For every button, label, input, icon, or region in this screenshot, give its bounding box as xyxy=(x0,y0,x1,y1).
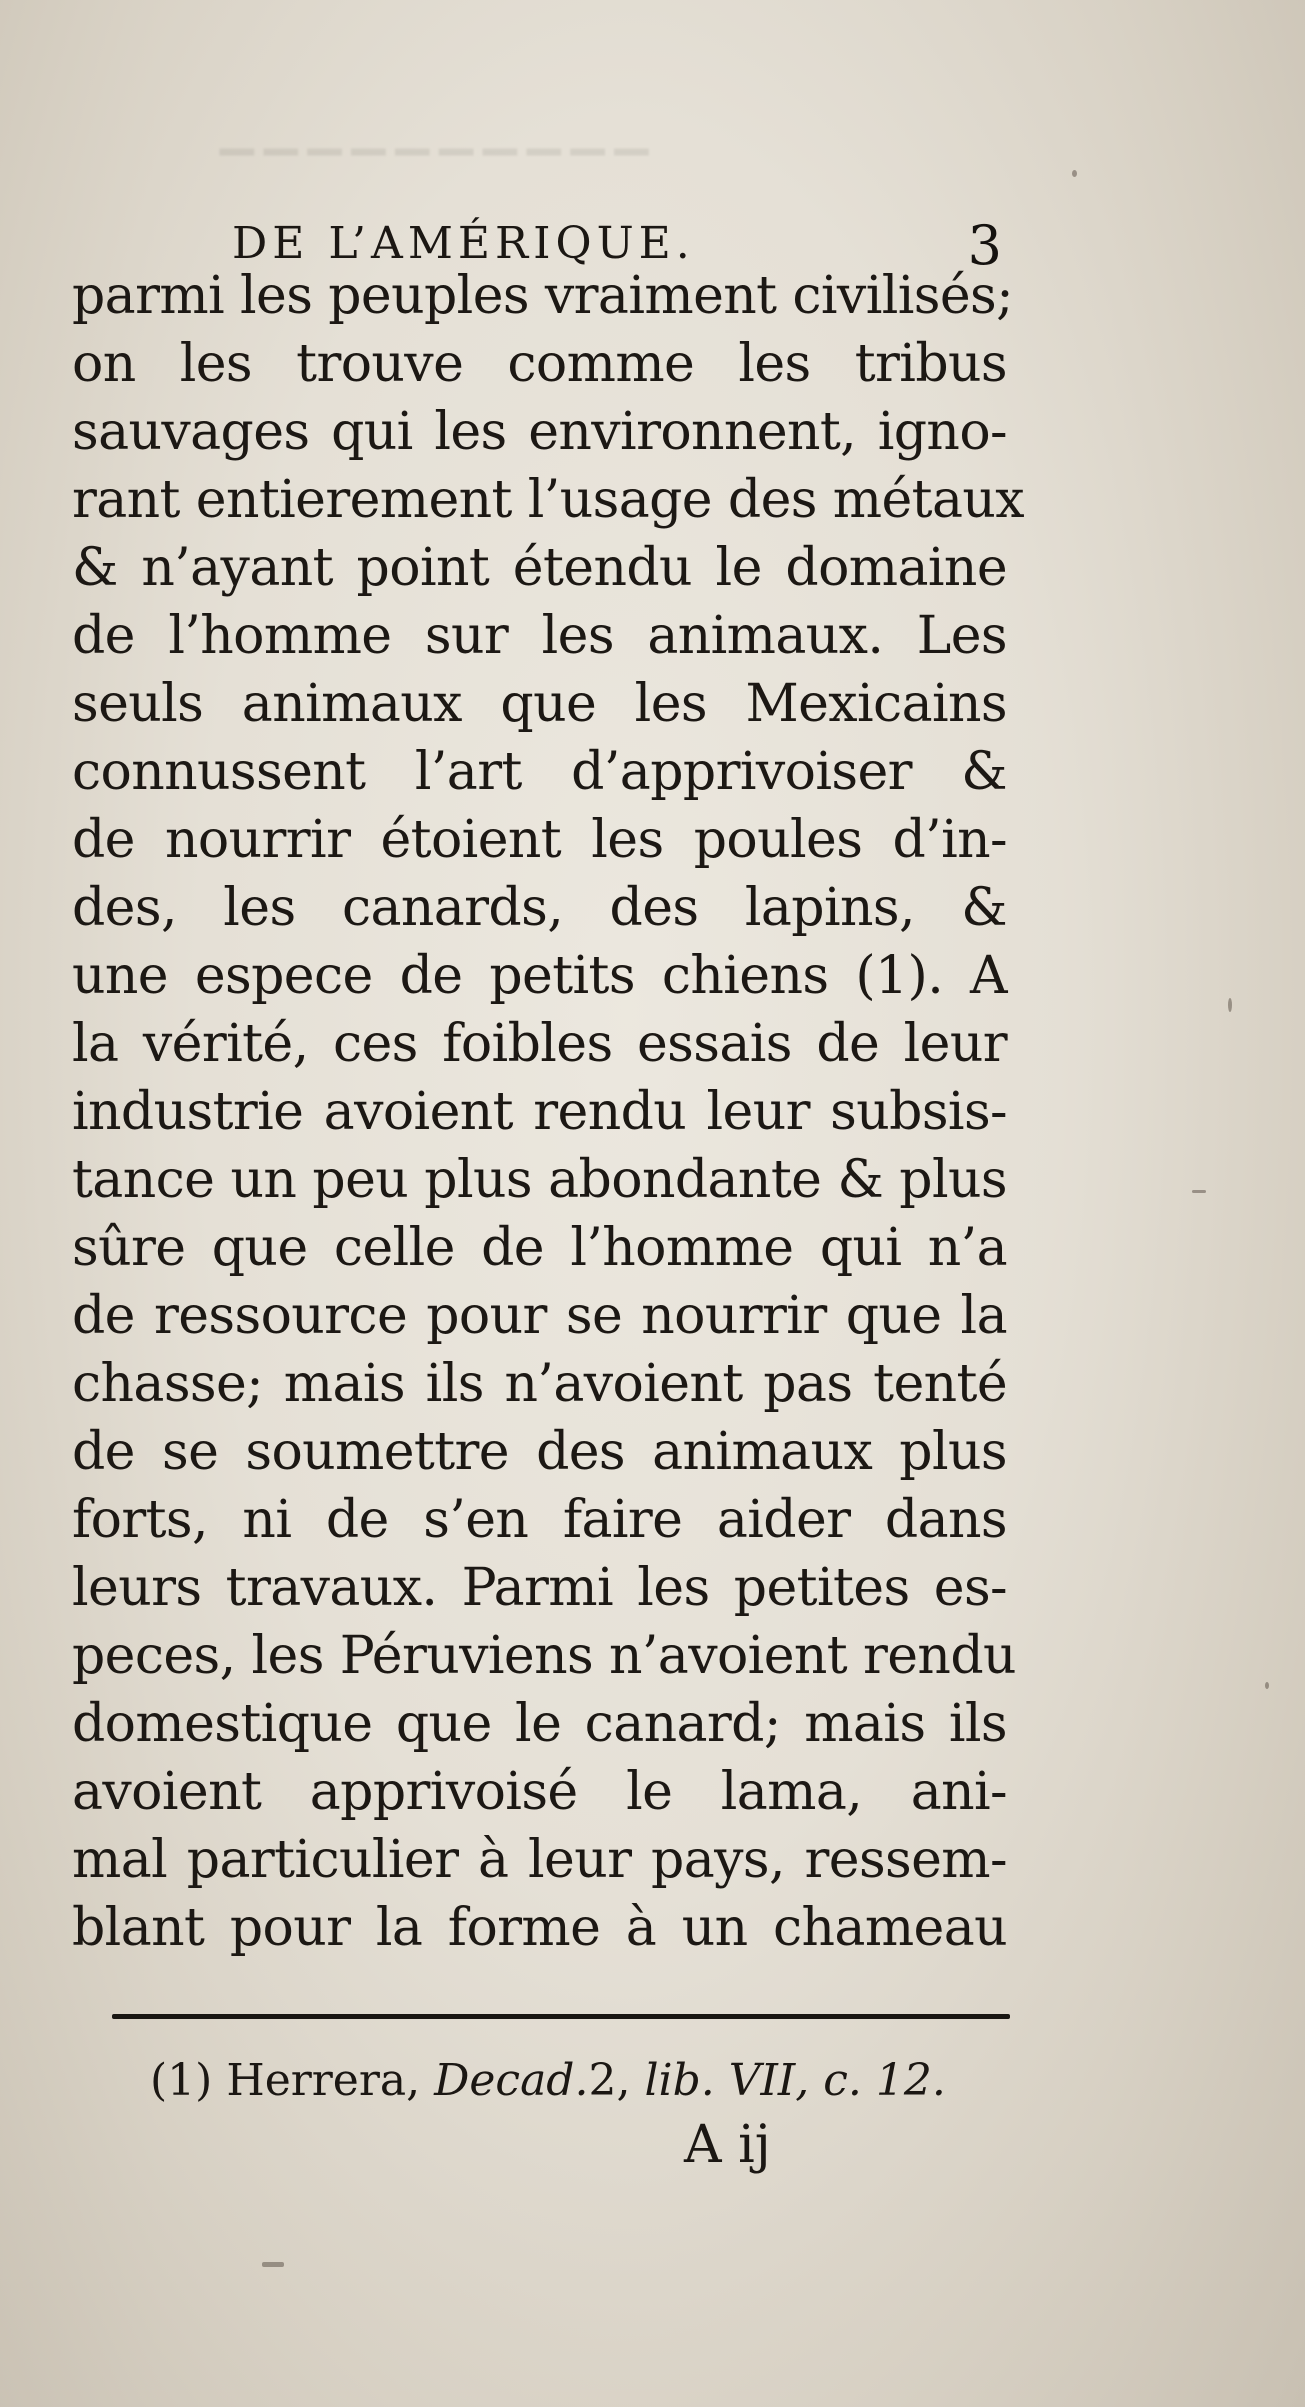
paper-speck xyxy=(1072,170,1077,177)
text-line: rant entierement l’usage des métaux xyxy=(72,470,1024,530)
text-line: peces, les Péruviens n’avoient rendu xyxy=(72,1626,1016,1686)
paper-speck xyxy=(262,2262,284,2267)
text-line: de ressource pour se nourrir que la xyxy=(72,1286,1007,1346)
text-line: chasse; mais ils n’avoient pas tenté xyxy=(72,1354,1007,1414)
paper-speck xyxy=(1228,998,1232,1012)
text-line: on les trouve comme les tribus xyxy=(72,334,1007,394)
text-line: sauvages qui les environnent, igno- xyxy=(72,402,1007,462)
body-text xyxy=(72,262,1024,1962)
footnote-reference: lib. VII, c. 12. xyxy=(644,2055,946,2106)
text-line: tance un peu plus abondante & plus xyxy=(72,1150,1007,1210)
page-number: 3 xyxy=(967,214,1002,277)
footnote-author: Herrera, xyxy=(226,2055,421,2106)
text-line: sûre que celle de l’homme qui n’a xyxy=(72,1218,1007,1278)
footnote-work: Decad. xyxy=(434,2055,589,2106)
footnote-rule xyxy=(112,2014,1010,2019)
text-line: blant pour la forme à un chameau xyxy=(72,1898,1007,1958)
text-line: avoient apprivoisé le lama, ani- xyxy=(72,1762,1007,1822)
text-line: & n’ayant point étendu le domaine xyxy=(72,538,1007,598)
bleed-through-text: ▔▔▔▔▔▔▔▔▔▔ xyxy=(220,150,659,201)
text-line: leurs travaux. Parmi les petites es- xyxy=(72,1558,1007,1618)
text-line: de se soumettre des animaux plus xyxy=(72,1422,1007,1482)
footnote xyxy=(150,2046,1020,2116)
text-line: connussent l’art d’apprivoiser & xyxy=(72,742,1007,802)
text-line: seuls animaux que les Mexicains xyxy=(72,674,1007,734)
footnote-marker: (1) xyxy=(150,2055,213,2106)
text-line: mal particulier à leur pays, ressem- xyxy=(72,1830,1007,1890)
text-line: domestique que le canard; mais ils xyxy=(72,1694,1007,1754)
text-line: la vérité, ces foibles essais de leur xyxy=(72,1014,1007,1074)
text-line: une espece de petits chiens (1). A xyxy=(72,946,1007,1006)
text-line: des, les canards, des lapins, & xyxy=(72,878,1007,938)
text-line: forts, ni de s’en faire aider dans xyxy=(72,1490,1007,1550)
paper-speck xyxy=(1192,1190,1206,1193)
text-line: de nourrir étoient les poules d’in- xyxy=(72,810,1007,870)
text-line: parmi les peuples vraiment civilisés; xyxy=(72,266,1014,326)
signature-mark: A ij xyxy=(684,2115,771,2175)
running-title: DE L’AMÉRIQUE. xyxy=(232,218,695,269)
paper-speck xyxy=(1265,1682,1269,1689)
footnote-decade: 2, xyxy=(588,2055,631,2106)
text-line: industrie avoient rendu leur subsis- xyxy=(72,1082,1007,1142)
text-line: de l’homme sur les animaux. Les xyxy=(72,606,1007,666)
